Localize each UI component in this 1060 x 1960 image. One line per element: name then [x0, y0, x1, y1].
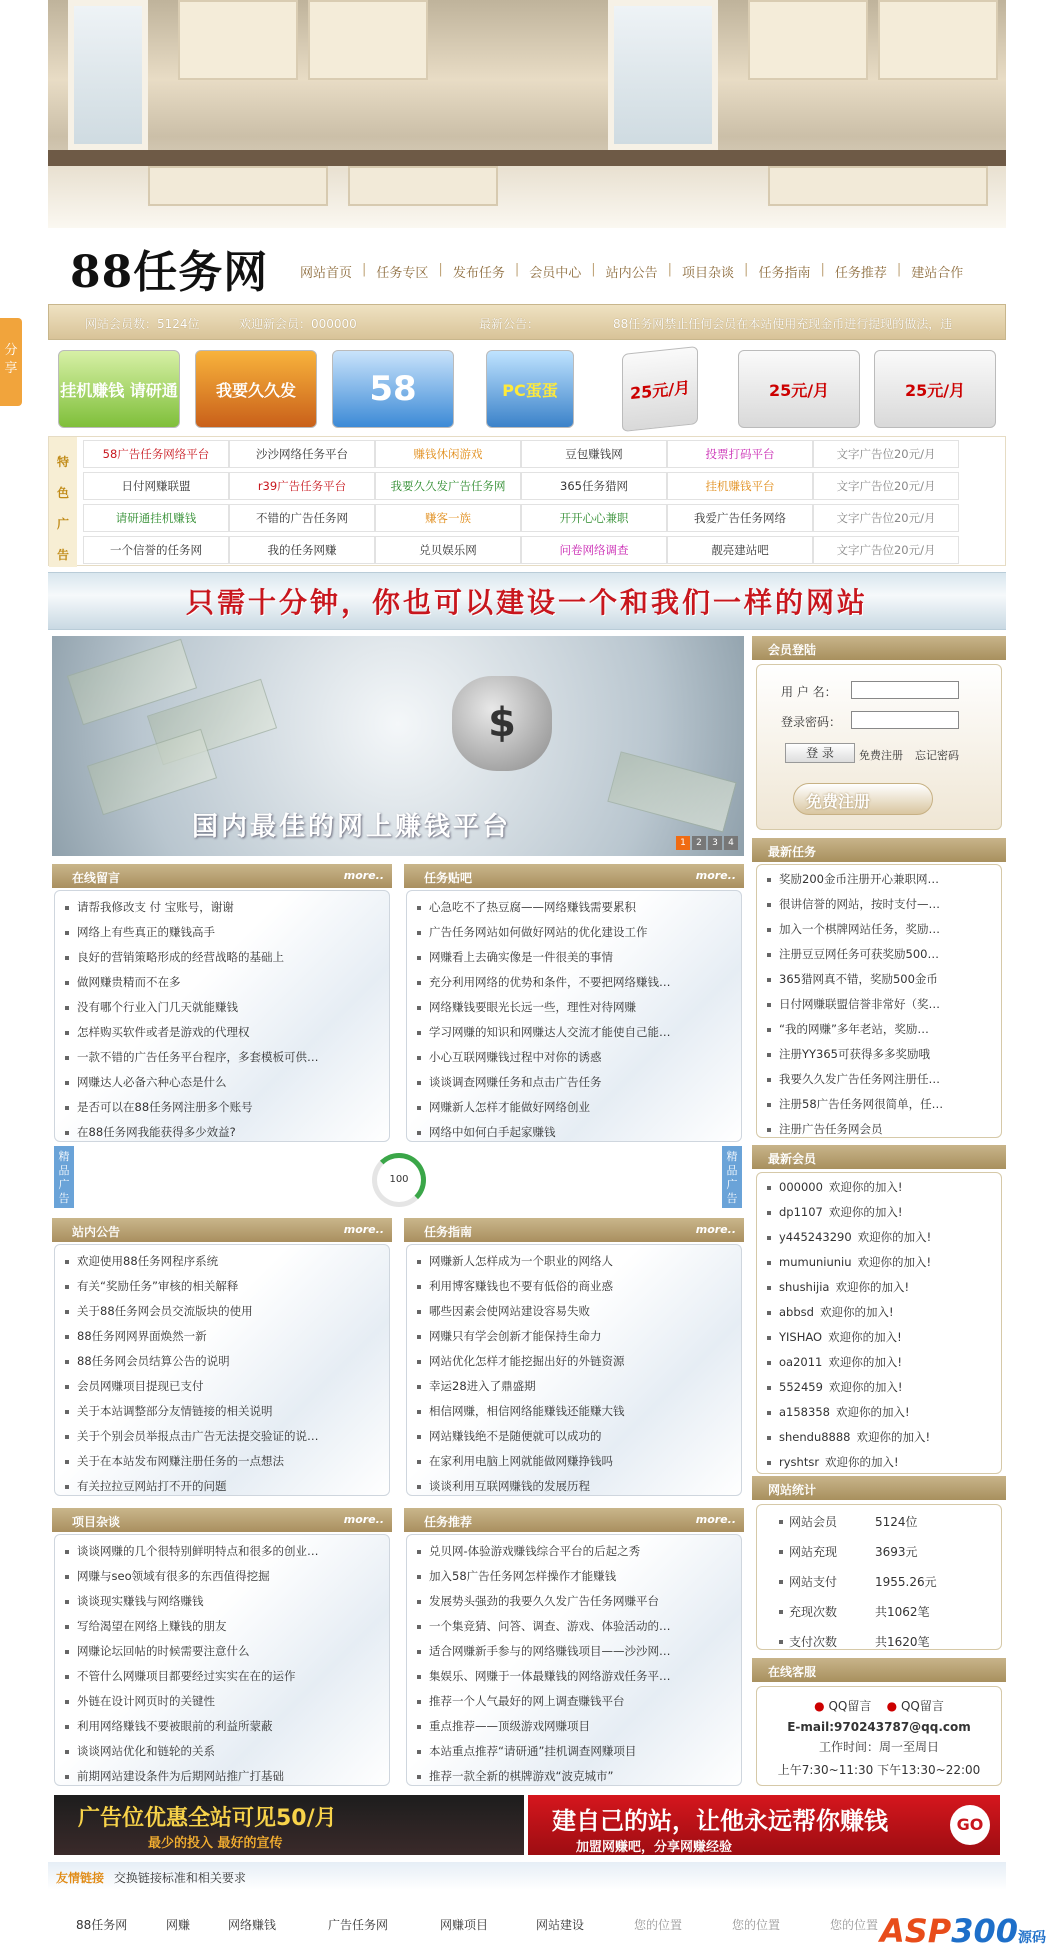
list-item[interactable]: 本站重点推荐“请研通”挂机调查网赚项目 [407, 1739, 741, 1764]
list-item[interactable]: 不管什么网赚项目都要经过实实在在的运作 [55, 1664, 389, 1689]
list-item[interactable]: 在88任务网我能获得多少效益? [55, 1120, 389, 1145]
service-header: 在线客服 [752, 1658, 1006, 1682]
service-box [756, 1686, 1002, 1786]
list-item[interactable]: 一款不错的广告任务平台程序，多套模板可供… [55, 1045, 389, 1070]
member-welcome: 欢迎你的加入! [835, 1280, 910, 1294]
member-item [757, 1325, 1001, 1350]
ad-pcdandan[interactable]: PC蛋蛋 [486, 350, 574, 428]
slide-dot[interactable]: 4 [724, 836, 738, 850]
task-item[interactable]: 我要久久发广告任务网注册任… [757, 1067, 1001, 1092]
member-name[interactable]: y445243290 [779, 1230, 852, 1244]
list-item[interactable]: 谈谈网赚的几个很特别鲜明特点和很多的创业… [55, 1539, 389, 1564]
stat-row [757, 1597, 1001, 1627]
service-email[interactable]: E-mail:970243787@qq.com [787, 1720, 971, 1734]
cabinet [308, 0, 428, 80]
task-item[interactable]: 注册豆豆网任务可获奖励500… [757, 942, 1001, 967]
stat-label: 充现次数 [789, 1605, 838, 1619]
list-item[interactable]: 幸运28进入了鼎盛期 [407, 1374, 741, 1399]
text-ad-link[interactable]: 一个信誉的任务网 [83, 536, 229, 564]
list-item[interactable]: 网赚与seo领域有很多的东西值得挖掘 [55, 1564, 389, 1589]
task-forum-header: 任务贴吧 more.. [404, 864, 744, 888]
nav-member[interactable]: 会员中心 [529, 266, 582, 281]
text-ad-link[interactable]: 我要久久发广告任务网 [375, 472, 521, 500]
stat-value: 1955.26元 [875, 1575, 937, 1589]
list-item[interactable]: 网络上有些真正的赚钱高手 [55, 920, 389, 945]
text-ad-link[interactable]: 豆包赚钱网 [521, 440, 667, 468]
qq-message-link[interactable]: QQ留言 [828, 1699, 872, 1713]
stat-label: 支付次数 [789, 1635, 838, 1649]
service-time: 上午7:30~11:30 下午13:30~22:00 [777, 1763, 981, 1777]
member-welcome: 欢迎你的加入! [828, 1330, 902, 1344]
footer-link[interactable]: 网站建设 [536, 1918, 585, 1932]
member-welcome: 欢迎你的加入! [819, 1305, 894, 1319]
member-welcome: 欢迎你的加入! [828, 1380, 903, 1394]
text-ad-link[interactable]: 开开心心兼职 [521, 504, 667, 532]
stat-row [757, 1537, 1001, 1567]
stat-label: 网站会员 [789, 1515, 838, 1529]
member-name[interactable]: YISHAO [779, 1330, 823, 1344]
list-item[interactable]: 前期网站建设条件为后期网站推广打基础 [55, 1764, 389, 1789]
money-bag-icon: $ [452, 676, 552, 771]
member-count: 网站会员数：5124位 [85, 317, 200, 331]
projects-header: 项目杂谈 more.. [52, 1508, 392, 1532]
more-link[interactable]: more.. [343, 1513, 384, 1526]
list-item[interactable]: 学习网赚的知识和网赚达人交流才能使自己能… [407, 1020, 741, 1045]
new-members-header: 最新会员 [752, 1145, 1006, 1169]
list-item[interactable]: 有关“奖励任务”审核的相关解释 [55, 1274, 389, 1299]
list-item[interactable]: 小心互联网赚钱过程中对你的诱惑 [407, 1045, 741, 1070]
member-welcome: 欢迎你的加入! [856, 1430, 931, 1444]
task-forum-box [406, 890, 742, 1142]
qq-icon: ● [886, 1699, 898, 1713]
recommend-header: 任务推荐 more.. [404, 1508, 744, 1532]
member-welcome: 欢迎你的加入! [835, 1405, 910, 1419]
nav-publish[interactable]: 发布任务 [452, 266, 505, 281]
more-link[interactable]: more.. [343, 1223, 384, 1236]
login-box [756, 664, 1002, 830]
list-item[interactable]: 网赚新人怎样成为一个职业的网络人 [407, 1249, 741, 1274]
list-item[interactable]: 推荐一款全新的棋牌游戏“波克城市” [407, 1764, 741, 1789]
text-ad-link[interactable]: 问卷网络调查 [521, 536, 667, 564]
member-item [757, 1300, 1001, 1325]
nav-tasks[interactable]: 任务专区 [376, 266, 429, 281]
share-tab[interactable]: 分享 [0, 318, 22, 406]
latest-tasks-header: 最新任务 [752, 838, 1006, 862]
list-item[interactable]: 谈谈调查网赚任务和点击广告任务 [407, 1070, 741, 1095]
list-item[interactable]: 88任务网会员结算公告的说明 [55, 1349, 389, 1374]
cabinet [178, 0, 298, 80]
recommend-box [406, 1534, 742, 1786]
text-ad-link[interactable]: 日付网赚联盟 [83, 472, 229, 500]
text-ad-link[interactable]: 365任务猎网 [521, 472, 667, 500]
premium-ad-tag: 精品广告 [54, 1146, 74, 1208]
list-item[interactable]: 广告任务网站如何做好网站的优化建设工作 [407, 920, 741, 945]
list-item[interactable]: 利用网络赚钱不要被眼前的利益所蒙蔽 [55, 1714, 389, 1739]
list-item[interactable]: 兑贝网-体验游戏赚钱综合平台的后起之秀 [407, 1539, 741, 1564]
footer-link[interactable]: 网络赚钱 [228, 1918, 277, 1932]
countertop [48, 150, 1006, 166]
footer-link[interactable]: 广告任务网 [328, 1918, 389, 1932]
member-item [757, 1350, 1001, 1375]
task-item[interactable]: 日付网赚联盟信誉非常好（奖… [757, 992, 1001, 1017]
member-welcome: 欢迎你的加入! [828, 1355, 902, 1369]
cabinet [748, 0, 868, 80]
list-item[interactable]: 没有哪个行业入门几天就能赚钱 [55, 995, 389, 1020]
cabinet [878, 0, 998, 80]
register-link[interactable]: 免费注册 [859, 749, 903, 762]
friend-links-rules[interactable]: 交换链接标准和相关要求 [113, 1871, 246, 1885]
new-member: 欢迎新会员：000000 [239, 317, 357, 331]
list-item[interactable]: 一个集竞猜、问答、调查、游戏、体验活动的… [407, 1614, 741, 1639]
list-item[interactable]: 欢迎使用88任务网程序系统 [55, 1249, 389, 1274]
list-item[interactable]: 良好的营销策略形成的经营战略的基础上 [55, 945, 389, 970]
text-ad-link[interactable]: 我爱广告任务网络 [667, 504, 813, 532]
list-item[interactable]: 推荐一个人气最好的网上调查赚钱平台 [407, 1689, 741, 1714]
ad-99fa[interactable]: 我要久久发 [195, 350, 317, 428]
login-header: 会员登陆 [752, 636, 1006, 660]
member-name[interactable]: oa2011 [779, 1355, 823, 1369]
loading-spinner: 100 [372, 1153, 426, 1207]
list-item[interactable]: 利用博客赚钱也不要有低俗的商业惑 [407, 1274, 741, 1299]
member-welcome: 欢迎你的加入! [828, 1180, 903, 1194]
task-item[interactable]: 注册YY365可获得多多奖励哦 [757, 1042, 1001, 1067]
stat-row [757, 1627, 1001, 1657]
member-name[interactable]: a158358 [779, 1405, 830, 1419]
member-item [757, 1250, 1001, 1275]
list-item[interactable]: 谈谈利用互联网赚钱的发展历程 [407, 1474, 741, 1499]
stat-value: 共1620笔 [875, 1635, 930, 1649]
qq-message-link[interactable]: QQ留言 [900, 1699, 944, 1713]
new-members-box [756, 1172, 1002, 1474]
list-item[interactable]: 适合网赚新手参与的网络赚钱项目——沙沙网… [407, 1639, 741, 1664]
list-item[interactable]: 加入58广告任务网怎样操作才能赚钱 [407, 1564, 741, 1589]
member-name[interactable]: mumuniuniu [779, 1255, 852, 1269]
list-item[interactable]: 关于本站调整部分友情链接的相关说明 [55, 1399, 389, 1424]
more-link[interactable]: more.. [695, 869, 736, 882]
list-item[interactable]: 发展势头强劲的我要久久发广告任务网赚平台 [407, 1589, 741, 1614]
list-item[interactable]: 网赚只有学会创新才能保持生命力 [407, 1324, 741, 1349]
list-item[interactable]: 关于88任务网会员交流版块的使用 [55, 1299, 389, 1324]
list-item[interactable]: 有关拉拉豆网站打不开的问题 [55, 1474, 389, 1499]
list-item[interactable]: 网赚看上去确实像是一件很美的事情 [407, 945, 741, 970]
text-ad-link[interactable]: 赚钱休闲游戏 [375, 440, 521, 468]
list-item[interactable]: 网络中如何白手起家赚钱 [407, 1120, 741, 1145]
banner-title: 建自己的站，让他永远帮你赚钱 [552, 1807, 888, 1835]
banner-subtitle: 最少的投入 最好的宣传 [148, 1836, 283, 1851]
task-item[interactable]: 注册广告任务网会员 [757, 1117, 1001, 1142]
stats-box [756, 1504, 1002, 1650]
notice-box [54, 1244, 390, 1496]
footer-link[interactable]: 网赚项目 [440, 1918, 489, 1932]
notice-marquee[interactable]: 88任务网禁止任何会员在本站使用充现金币进行提现的做法，违 [613, 317, 953, 331]
ad-banner-right[interactable] [528, 1795, 1000, 1855]
text-ad-link[interactable]: 不错的广告任务网 [229, 504, 375, 532]
member-name[interactable]: shendu8888 [779, 1430, 851, 1444]
stat-label: 网站充现 [789, 1545, 838, 1559]
text-ad-link[interactable]: 请研通挂机赚钱 [83, 504, 229, 532]
banner-subtitle: 加盟网赚吧，分享网赚经验 [576, 1840, 733, 1855]
status-bar [48, 304, 1006, 340]
ad-qingyantong[interactable]: 挂机赚钱 请研通 [58, 350, 180, 428]
window-left [68, 0, 148, 150]
stat-row [757, 1567, 1001, 1597]
list-item[interactable]: 网赚论坛回帖的时候需要注意什么 [55, 1639, 389, 1664]
friend-links-bar [48, 1862, 1006, 1890]
member-name[interactable]: abbsd [779, 1305, 814, 1319]
more-link[interactable]: more.. [343, 869, 384, 882]
footer-link[interactable]: 网赚 [166, 1918, 191, 1932]
guide-box [406, 1244, 742, 1496]
member-item [757, 1200, 1001, 1225]
list-item[interactable]: 网站优化怎样才能挖掘出好的外链资源 [407, 1349, 741, 1374]
ad-slot[interactable]: 25元/月 [622, 346, 698, 432]
hero-slideshow[interactable] [52, 636, 744, 856]
lower-cabinet [148, 166, 328, 206]
task-item[interactable]: 注册58广告任务网很简单，任… [757, 1092, 1001, 1117]
text-ad-link[interactable]: 兑贝娱乐网 [375, 536, 521, 564]
service-hours: 工作时间：周一至周日 [818, 1740, 939, 1754]
text-ad-link[interactable]: 靓亮建站吧 [667, 536, 813, 564]
watermark-logo: ASP300源码 [879, 1912, 1046, 1950]
list-item[interactable]: 怎样购买软件或者是游戏的代理权 [55, 1020, 389, 1045]
member-name[interactable]: 552459 [779, 1380, 823, 1394]
list-item[interactable]: 关于个别会员举报点击广告无法提交验证的说… [55, 1424, 389, 1449]
guestbook-header: 在线留言 more.. [52, 864, 392, 888]
footer-link[interactable]: 您的位置 [634, 1918, 683, 1932]
projects-box [54, 1534, 390, 1786]
member-item [757, 1425, 1001, 1450]
lower-cabinet [768, 166, 988, 206]
task-item[interactable]: 奖励200金币注册开心兼职网… [757, 867, 1001, 892]
member-welcome: 欢迎你的加入! [857, 1255, 932, 1269]
text-ad-link[interactable]: 沙沙网络任务平台 [229, 440, 375, 468]
task-item[interactable]: “我的网赚”多年老站，奖励… [757, 1017, 1001, 1042]
slogan-text: 只需十分钟，你也可以建设一个和我们一样的网站 [185, 586, 868, 619]
more-link[interactable]: more.. [695, 1513, 736, 1526]
main-nav: 网站首页 | 任务专区 | 发布任务 | 会员中心 | 站内公告 | 项目杂谈 | 任务指南 | 任务推荐 | 建站合作 [300, 262, 964, 281]
nav-cooperate[interactable]: 建站合作 [911, 266, 964, 281]
stat-value: 3693元 [875, 1545, 918, 1559]
list-item[interactable]: 请帮我修改支 付 宝账号，谢谢 [55, 895, 389, 920]
list-item[interactable]: 哪些因素会使网站建设容易失败 [407, 1299, 741, 1324]
text-ad-link[interactable]: 我的任务网赚 [229, 536, 375, 564]
username-input[interactable] [851, 681, 959, 699]
task-item[interactable]: 365猎网真不错，奖励500金币 [757, 967, 1001, 992]
stat-label: 网站支付 [789, 1575, 838, 1589]
list-item[interactable]: 网络赚钱要眼光长远一些，理性对待网赚 [407, 995, 741, 1020]
task-item[interactable]: 加入一个棋牌网站任务，奖励… [757, 917, 1001, 942]
featured-ads-tag: 特 色 广 告 [49, 437, 77, 567]
slide-dot[interactable]: 1 [676, 836, 690, 850]
list-item[interactable]: 网站赚钱绝不是随便就可以成功的 [407, 1424, 741, 1449]
member-name[interactable]: shushijia [779, 1280, 830, 1294]
password-label: 登录密码： [781, 715, 842, 729]
guestbook-box [54, 890, 390, 1142]
more-link[interactable]: more.. [695, 1223, 736, 1236]
member-name[interactable]: 000000 [779, 1180, 823, 1194]
lower-cabinet [348, 166, 498, 206]
nav-guide[interactable]: 任务指南 [758, 266, 811, 281]
list-item[interactable]: 网赚达人必备六种心态是什么 [55, 1070, 389, 1095]
list-item[interactable]: 写给渴望在网络上赚钱的朋友 [55, 1614, 389, 1639]
text-ad-link[interactable]: 文字广告位20元/月 [813, 440, 959, 468]
text-ad-link[interactable]: r39广告任务平台 [229, 472, 375, 500]
member-welcome: 欢迎你的加入! [825, 1455, 899, 1469]
list-item[interactable]: 做网赚贵精而不在多 [55, 970, 389, 995]
window-right [608, 0, 718, 150]
stat-value: 共1062笔 [875, 1605, 930, 1619]
text-ad-link[interactable]: 文字广告位20元/月 [813, 536, 959, 564]
task-item[interactable]: 很讲信誉的网站，按时支付—… [757, 892, 1001, 917]
list-item[interactable]: 重点推荐——顶级游戏网赚项目 [407, 1714, 741, 1739]
notice-label: 最新公告： [479, 317, 540, 331]
text-ad-link[interactable]: 投票打码平台 [667, 440, 813, 468]
banner-title: 广告位优惠全站可见50/月 [78, 1806, 337, 1831]
go-button[interactable]: GO [950, 1805, 990, 1845]
notice-header: 站内公告 more.. [52, 1218, 392, 1242]
text-ad-link[interactable]: 文字广告位20元/月 [813, 472, 959, 500]
list-item[interactable]: 外链在设计网页时的关键性 [55, 1689, 389, 1714]
text-ad-link[interactable]: 文字广告位20元/月 [813, 504, 959, 532]
member-item [757, 1375, 1001, 1400]
slide-dot[interactable]: 2 [692, 836, 706, 850]
guide-header: 任务指南 more.. [404, 1218, 744, 1242]
text-ad-link[interactable]: 赚客一族 [375, 504, 521, 532]
username-label: 用 户 名： [781, 685, 837, 699]
member-name[interactable]: ryshtsr [779, 1455, 820, 1469]
hero-caption: 国内最佳的网上赚钱平台 [192, 812, 512, 842]
member-item [757, 1275, 1001, 1300]
text-ad-link[interactable]: 挂机赚钱平台 [667, 472, 813, 500]
ad-banner-left[interactable] [54, 1795, 524, 1855]
register-button[interactable]: 免费注册 [793, 783, 933, 815]
list-item[interactable]: 是否可以在88任务网注册多个账号 [55, 1095, 389, 1120]
forgot-password-link[interactable]: 忘记密码 [915, 749, 959, 762]
header-banner [48, 0, 1006, 228]
ad-slot[interactable]: 25元/月 [874, 350, 996, 428]
list-item[interactable]: 充分利用网络的优势和条件，不要把网络赚钱… [407, 970, 741, 995]
list-item[interactable]: 集娱乐、网赚于一体最赚钱的网络游戏任务平… [407, 1664, 741, 1689]
ad-58[interactable]: 58 [332, 350, 454, 428]
list-item[interactable]: 在家利用电脑上网就能做网赚挣钱吗 [407, 1449, 741, 1474]
nav-projects[interactable]: 项目杂谈 [682, 266, 735, 281]
stat-row [757, 1507, 1001, 1537]
member-name[interactable]: dp1107 [779, 1205, 823, 1219]
ad-slot[interactable]: 25元/月 [738, 350, 860, 428]
list-item[interactable]: 网赚新人怎样才能做好网络创业 [407, 1095, 741, 1120]
member-item [757, 1225, 1001, 1250]
member-welcome: 欢迎你的加入! [857, 1230, 932, 1244]
list-item[interactable]: 谈谈现实赚钱与网络赚钱 [55, 1589, 389, 1614]
qq-icon: ● [814, 1699, 825, 1713]
slide-dots [676, 836, 738, 850]
member-item [757, 1450, 1001, 1475]
slide-dot[interactable]: 3 [708, 836, 722, 850]
footer-link[interactable]: 您的位置 [732, 1918, 781, 1932]
list-item[interactable]: 88任务网网界面焕然一新 [55, 1324, 389, 1349]
list-item[interactable]: 关于在本站发布网赚注册任务的一点想法 [55, 1449, 389, 1474]
member-item [757, 1400, 1001, 1425]
footer-link[interactable]: 88任务网 [76, 1918, 128, 1932]
premium-ad-tag: 精品广告 [722, 1146, 742, 1208]
footer-link[interactable]: 您的位置 [830, 1918, 879, 1932]
stat-value: 5124位 [875, 1515, 918, 1529]
friend-links-label: 友情链接 [56, 1871, 105, 1885]
list-item[interactable]: 会员网赚项目提现已支付 [55, 1374, 389, 1399]
latest-tasks-box [756, 864, 1002, 1138]
featured-ads [48, 436, 1006, 566]
nav-recommend[interactable]: 任务推荐 [834, 266, 887, 281]
stats-header: 网站统计 [752, 1476, 1006, 1500]
member-item [757, 1175, 1001, 1200]
text-ad-link[interactable]: 58广告任务网络平台 [83, 440, 229, 468]
password-input[interactable] [851, 711, 959, 729]
login-button[interactable]: 登 录 [785, 743, 855, 763]
footer-links [48, 1900, 1006, 1940]
list-item[interactable]: 心急吃不了热豆腐——网络赚钱需要累积 [407, 895, 741, 920]
nav-home[interactable]: 网站首页 [300, 266, 353, 281]
site-logo[interactable]: 88任务网 [70, 247, 269, 298]
slogan-banner[interactable] [48, 572, 1006, 630]
nav-notice[interactable]: 站内公告 [605, 266, 658, 281]
list-item[interactable]: 相信网赚，相信网络能赚钱还能赚大钱 [407, 1399, 741, 1424]
member-welcome: 欢迎你的加入! [828, 1205, 903, 1219]
list-item[interactable]: 谈谈网站优化和链轮的关系 [55, 1739, 389, 1764]
